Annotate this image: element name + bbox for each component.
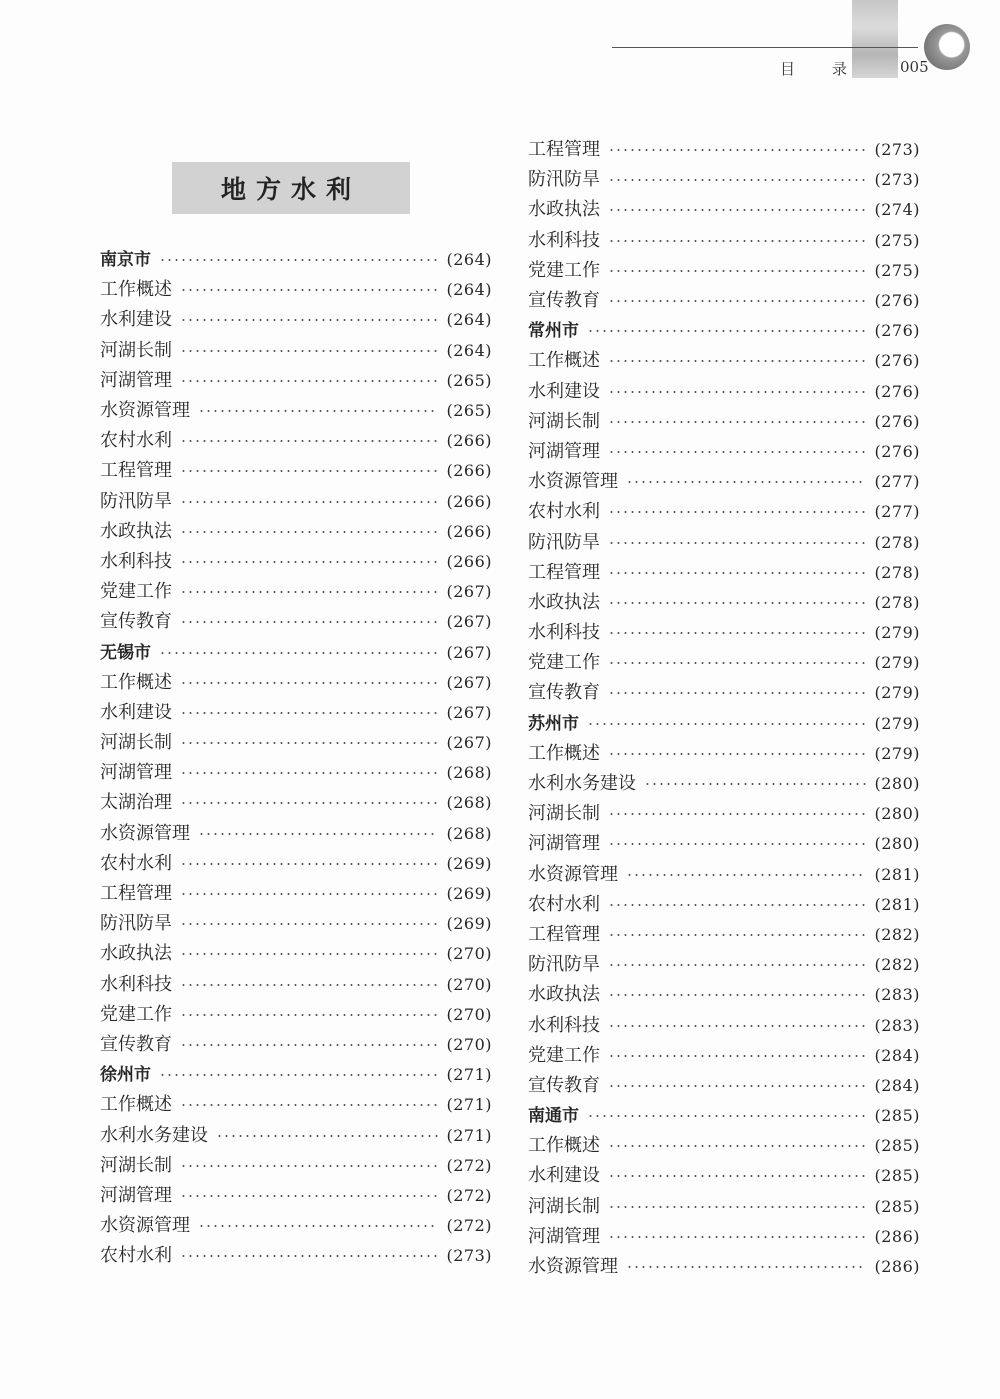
toc-entry-page: (284) <box>874 1075 920 1095</box>
toc-entry[interactable] <box>100 426 492 456</box>
toc-entry[interactable] <box>528 1041 920 1071</box>
toc-entry-page: (272) <box>446 1185 492 1205</box>
toc-entry[interactable] <box>100 577 492 607</box>
dot-leader <box>608 1236 866 1238</box>
toc-entry-label: 水利科技 <box>528 1014 600 1036</box>
dot-leader <box>180 742 438 744</box>
toc-entry-page: (279) <box>874 683 920 703</box>
toc-entry-label: 水政执法 <box>528 591 600 613</box>
toc-entry-page: (281) <box>874 864 920 884</box>
toc-entry-page: (282) <box>874 955 920 975</box>
toc-entry-page: (269) <box>446 853 492 873</box>
toc-entry[interactable] <box>100 970 492 1000</box>
dot-leader <box>180 772 438 774</box>
toc-entry-page: (286) <box>874 1226 920 1246</box>
toc-entry-label: 宣传教育 <box>528 1074 600 1096</box>
toc-entry[interactable] <box>528 165 920 195</box>
toc-entry-page: (267) <box>446 702 492 722</box>
toc-entry-label: 水利科技 <box>100 550 172 572</box>
toc-entry-label: 水资源管理 <box>528 863 618 885</box>
toc-entry-page: (277) <box>874 502 920 522</box>
dot-leader <box>587 330 866 332</box>
toc-entry-page: (268) <box>446 823 492 843</box>
toc-entry-page: (275) <box>874 260 920 280</box>
toc-entry-label: 水利建设 <box>528 1165 600 1187</box>
toc-entry-page: (272) <box>446 1216 492 1236</box>
toc-entry-page: (267) <box>446 642 492 662</box>
toc-entry-page: (283) <box>874 985 920 1005</box>
toc-entry[interactable] <box>528 1192 920 1222</box>
toc-city-entry[interactable] <box>528 709 920 739</box>
toc-entry-page: (266) <box>446 431 492 451</box>
toc-entry-page: (273) <box>874 170 920 190</box>
toc-entry-label: 工程管理 <box>528 561 600 583</box>
dot-leader <box>608 542 866 544</box>
dot-leader <box>180 591 438 593</box>
page-number: 005 <box>900 58 929 76</box>
toc-entry-page: (285) <box>874 1166 920 1186</box>
toc-entry[interactable] <box>100 517 492 547</box>
toc-entry[interactable] <box>100 939 492 969</box>
toc-entry[interactable] <box>100 849 492 879</box>
toc-entry-page: (266) <box>446 491 492 511</box>
toc-entry-label: 工作概述 <box>100 1094 172 1116</box>
dot-leader <box>644 783 866 785</box>
dot-leader <box>159 259 438 261</box>
toc-entry-label: 党建工作 <box>100 581 172 603</box>
toc-entry-label: 徐州市 <box>100 1065 151 1086</box>
toc-entry-label: 工程管理 <box>528 139 600 161</box>
dot-leader <box>159 1074 438 1076</box>
toc-entry-label: 党建工作 <box>528 652 600 674</box>
dot-leader <box>587 1115 866 1117</box>
toc-entry-label: 农村水利 <box>100 852 172 874</box>
toc-entry[interactable] <box>528 256 920 286</box>
toc-entry-label: 太湖治理 <box>100 792 172 814</box>
toc-entry-page: (279) <box>874 623 920 643</box>
dot-leader <box>180 350 438 352</box>
toc-entry[interactable] <box>528 829 920 859</box>
toc-entry[interactable] <box>100 1090 492 1120</box>
toc-entry[interactable] <box>100 1181 492 1211</box>
dot-leader <box>608 692 866 694</box>
toc-entry-page: (271) <box>446 1095 492 1115</box>
dot-leader <box>608 391 866 393</box>
dot-leader <box>608 813 866 815</box>
toc-entry-label: 水利科技 <box>528 622 600 644</box>
toc-entry-label: 水利建设 <box>100 701 172 723</box>
dot-leader <box>608 1085 866 1087</box>
toc-entry-label: 防汛防旱 <box>100 913 172 935</box>
toc-entry[interactable] <box>528 799 920 829</box>
dot-leader <box>608 934 866 936</box>
toc-entry[interactable] <box>100 1000 492 1030</box>
toc-entry-page: (264) <box>446 340 492 360</box>
toc-entry-page: (284) <box>874 1045 920 1065</box>
toc-entry-label: 党建工作 <box>528 1044 600 1066</box>
toc-entry-label: 河湖长制 <box>100 1154 172 1176</box>
toc-entry[interactable] <box>528 286 920 316</box>
toc-entry-label: 防汛防旱 <box>528 531 600 553</box>
toc-entry[interactable] <box>528 226 920 256</box>
toc-entry-label: 河湖管理 <box>528 1225 600 1247</box>
dot-leader <box>626 481 866 483</box>
dot-leader <box>180 863 438 865</box>
toc-entry-label: 防汛防旱 <box>100 490 172 512</box>
toc-entry-label: 工作概述 <box>528 350 600 372</box>
toc-city-entry[interactable] <box>100 637 492 667</box>
toc-entry-page: (271) <box>446 1065 492 1085</box>
toc-entry-label: 党建工作 <box>100 1003 172 1025</box>
toc-entry-label: 工作概述 <box>528 742 600 764</box>
toc-entry-page: (270) <box>446 1004 492 1024</box>
toc-entry[interactable] <box>100 366 492 396</box>
toc-entry[interactable] <box>100 396 492 426</box>
toc-entry-label: 河湖管理 <box>528 440 600 462</box>
toc-entry-page: (276) <box>874 291 920 311</box>
toc-entry-label: 宣传教育 <box>100 611 172 633</box>
toc-entry-label: 河湖管理 <box>100 369 172 391</box>
dot-leader <box>180 1014 438 1016</box>
dot-leader <box>608 451 866 453</box>
toc-entry-label: 水资源管理 <box>528 471 618 493</box>
toc-entry-label: 河湖管理 <box>528 833 600 855</box>
dot-leader <box>608 632 866 634</box>
toc-entry[interactable] <box>100 547 492 577</box>
dot-leader <box>180 319 438 321</box>
toc-entry-label: 工作概述 <box>528 1135 600 1157</box>
toc-entry[interactable] <box>528 890 920 920</box>
dot-leader <box>608 360 866 362</box>
toc-entry[interactable] <box>100 305 492 335</box>
toc-entry-page: (274) <box>874 200 920 220</box>
dot-leader <box>180 953 438 955</box>
toc-entry-page: (267) <box>446 733 492 753</box>
toc-entry[interactable] <box>528 1161 920 1191</box>
toc-entry[interactable] <box>528 558 920 588</box>
toc-entry[interactable] <box>100 728 492 758</box>
toc-entry-page: (273) <box>446 1246 492 1266</box>
toc-entry[interactable] <box>528 437 920 467</box>
dot-leader <box>626 1266 866 1268</box>
toc-entry[interactable] <box>100 1030 492 1060</box>
toc-entry-page: (279) <box>874 713 920 733</box>
toc-entry-page: (265) <box>446 401 492 421</box>
dot-leader <box>608 1145 866 1147</box>
toc-entry[interactable] <box>100 1120 492 1150</box>
dot-leader <box>180 470 438 472</box>
toc-entry-label: 水政执法 <box>100 520 172 542</box>
toc-entry[interactable] <box>528 1222 920 1252</box>
toc-entry-page: (276) <box>874 411 920 431</box>
dot-leader <box>608 240 866 242</box>
toc-entry-page: (270) <box>446 1034 492 1054</box>
toc-entry-label: 防汛防旱 <box>528 954 600 976</box>
toc-entry-page: (278) <box>874 592 920 612</box>
toc-entry[interactable] <box>100 698 492 728</box>
toc-entry[interactable] <box>100 607 492 637</box>
dot-leader <box>608 994 866 996</box>
dot-leader <box>180 893 438 895</box>
dot-leader <box>587 723 866 725</box>
toc-entry-page: (285) <box>874 1196 920 1216</box>
toc-entry-page: (268) <box>446 763 492 783</box>
toc-entry-page: (276) <box>874 441 920 461</box>
toc-entry[interactable] <box>528 1010 920 1040</box>
dot-leader <box>608 209 866 211</box>
toc-entry-label: 宣传教育 <box>528 290 600 312</box>
dot-leader <box>198 410 438 412</box>
toc-entry-label: 河湖管理 <box>100 1184 172 1206</box>
dot-leader <box>180 1165 438 1167</box>
toc-entry[interactable] <box>100 819 492 849</box>
dot-leader <box>608 149 866 151</box>
dot-leader <box>608 662 866 664</box>
toc-entry-label: 宣传教育 <box>100 1033 172 1055</box>
toc-entry-label: 南通市 <box>528 1106 579 1127</box>
dot-leader <box>198 833 438 835</box>
dot-leader <box>608 511 866 513</box>
dot-leader <box>180 440 438 442</box>
toc-entry[interactable] <box>528 588 920 618</box>
dot-leader <box>608 1055 866 1057</box>
toc-entry-label: 水利科技 <box>528 229 600 251</box>
toc-entry-page: (267) <box>446 612 492 632</box>
dot-leader <box>608 1025 866 1027</box>
dot-leader <box>608 904 866 906</box>
toc-entry-label: 党建工作 <box>528 259 600 281</box>
toc-entry-label: 宣传教育 <box>528 682 600 704</box>
toc-entry[interactable] <box>528 497 920 527</box>
dot-leader <box>608 1175 866 1177</box>
dot-leader <box>180 712 438 714</box>
toc-entry[interactable] <box>528 648 920 678</box>
toc-right-column <box>528 135 920 1282</box>
toc-entry-label: 河湖长制 <box>100 732 172 754</box>
toc-entry[interactable] <box>100 336 492 366</box>
toc-entry[interactable] <box>528 527 920 557</box>
dot-leader <box>608 572 866 574</box>
toc-entry-page: (273) <box>874 140 920 160</box>
toc-entry-page: (267) <box>446 582 492 602</box>
toc-entry-page: (276) <box>874 321 920 341</box>
dot-leader <box>180 1044 438 1046</box>
toc-entry-page: (270) <box>446 974 492 994</box>
toc-entry-label: 水利水务建设 <box>100 1124 208 1146</box>
dot-leader <box>608 602 866 604</box>
toc-entry-page: (286) <box>874 1257 920 1277</box>
toc-entry[interactable] <box>528 407 920 437</box>
toc-entry[interactable] <box>528 950 920 980</box>
toc-entry-label: 水资源管理 <box>100 1215 190 1237</box>
toc-entry[interactable] <box>528 467 920 497</box>
dot-leader <box>180 802 438 804</box>
toc-entry-page: (281) <box>874 894 920 914</box>
toc-entry[interactable] <box>528 920 920 950</box>
toc-entry[interactable] <box>528 769 920 799</box>
dot-leader <box>608 753 866 755</box>
toc-entry-page: (277) <box>874 472 920 492</box>
dot-leader <box>180 923 438 925</box>
toc-entry[interactable] <box>100 1211 492 1241</box>
dot-leader <box>159 652 438 654</box>
toc-entry-label: 水资源管理 <box>100 400 190 422</box>
toc-entry[interactable] <box>100 909 492 939</box>
toc-entry[interactable] <box>100 456 492 486</box>
toc-entry-page: (270) <box>446 944 492 964</box>
dot-leader <box>608 964 866 966</box>
toc-entry-label: 水资源管理 <box>100 822 190 844</box>
section-title: 地方水利 <box>172 162 410 214</box>
dot-leader <box>198 1225 438 1227</box>
toc-entry-page: (272) <box>446 1155 492 1175</box>
toc-entry-page: (278) <box>874 532 920 552</box>
toc-entry-page: (282) <box>874 924 920 944</box>
dot-leader <box>180 1104 438 1106</box>
toc-entry-label: 农村水利 <box>100 430 172 452</box>
toc-entry[interactable] <box>528 1252 920 1282</box>
toc-entry[interactable] <box>100 668 492 698</box>
dot-leader <box>216 1135 438 1137</box>
toc-entry[interactable] <box>528 195 920 225</box>
toc-entry-page: (279) <box>874 743 920 763</box>
running-head-char-1: 目 <box>780 60 796 78</box>
toc-entry-page: (266) <box>446 551 492 571</box>
toc-entry-page: (276) <box>874 381 920 401</box>
toc-entry-page: (265) <box>446 370 492 390</box>
toc-entry[interactable] <box>528 739 920 769</box>
toc-entry[interactable] <box>528 1071 920 1101</box>
dot-leader <box>608 843 866 845</box>
toc-entry-page: (266) <box>446 521 492 541</box>
toc-entry-page: (279) <box>874 653 920 673</box>
dot-leader <box>608 270 866 272</box>
toc-entry-label: 南京市 <box>100 250 151 271</box>
toc-entry-label: 工作概述 <box>100 279 172 301</box>
toc-entry[interactable] <box>100 879 492 909</box>
toc-entry-page: (266) <box>446 461 492 481</box>
toc-entry-page: (283) <box>874 1015 920 1035</box>
toc-entry-label: 工程管理 <box>100 883 172 905</box>
dot-leader <box>608 179 866 181</box>
toc-entry-label: 工程管理 <box>528 923 600 945</box>
toc-entry-label: 水利科技 <box>100 973 172 995</box>
dot-leader <box>180 984 438 986</box>
dot-leader <box>180 561 438 563</box>
toc-entry[interactable] <box>528 980 920 1010</box>
toc-entry[interactable] <box>528 860 920 890</box>
toc-entry-page: (269) <box>446 914 492 934</box>
toc-entry[interactable] <box>100 487 492 517</box>
toc-entry-page: (271) <box>446 1125 492 1145</box>
toc-entry-page: (276) <box>874 351 920 371</box>
toc-left-column <box>100 245 492 1271</box>
toc-entry-label: 水利水务建设 <box>528 773 636 795</box>
toc-entry[interactable] <box>100 758 492 788</box>
toc-city-entry[interactable] <box>100 245 492 275</box>
toc-entry[interactable] <box>100 275 492 305</box>
toc-entry-page: (285) <box>874 1106 920 1126</box>
toc-city-entry[interactable] <box>528 1101 920 1131</box>
dot-leader <box>180 380 438 382</box>
toc-entry-label: 河湖长制 <box>528 410 600 432</box>
running-head-char-2: 录 <box>832 60 848 78</box>
header-circle-ornament <box>924 24 970 70</box>
toc-entry-label: 水利建设 <box>528 380 600 402</box>
toc-entry-page: (278) <box>874 562 920 582</box>
toc-entry-page: (275) <box>874 230 920 250</box>
toc-entry-label: 河湖长制 <box>100 339 172 361</box>
toc-entry[interactable] <box>528 377 920 407</box>
toc-entry[interactable] <box>100 1241 492 1271</box>
toc-entry-label: 水政执法 <box>528 199 600 221</box>
dot-leader <box>608 1206 866 1208</box>
toc-entry-label: 农村水利 <box>100 1245 172 1267</box>
toc-entry-label: 河湖长制 <box>528 1195 600 1217</box>
toc-entry-label: 防汛防旱 <box>528 169 600 191</box>
toc-entry-page: (264) <box>446 280 492 300</box>
header-decoration <box>852 0 898 78</box>
dot-leader <box>180 531 438 533</box>
toc-entry-page: (268) <box>446 793 492 813</box>
toc-entry-label: 农村水利 <box>528 893 600 915</box>
dot-leader <box>180 621 438 623</box>
toc-entry[interactable] <box>528 678 920 708</box>
toc-entry-label: 水政执法 <box>100 943 172 965</box>
dot-leader <box>608 421 866 423</box>
toc-entry-label: 常州市 <box>528 321 579 342</box>
toc-entry-label: 工程管理 <box>100 460 172 482</box>
toc-entry[interactable] <box>528 1131 920 1161</box>
toc-entry-label: 水资源管理 <box>528 1256 618 1278</box>
toc-entry[interactable] <box>528 135 920 165</box>
header-rule <box>612 47 918 48</box>
toc-entry-page: (264) <box>446 250 492 270</box>
toc-entry-label: 河湖长制 <box>528 803 600 825</box>
dot-leader <box>180 682 438 684</box>
dot-leader <box>180 1255 438 1257</box>
toc-entry-page: (285) <box>874 1136 920 1156</box>
toc-city-entry[interactable] <box>528 316 920 346</box>
toc-entry-label: 工作概述 <box>100 671 172 693</box>
dot-leader <box>180 501 438 503</box>
toc-entry[interactable] <box>528 346 920 376</box>
toc-entry[interactable] <box>100 788 492 818</box>
dot-leader <box>180 289 438 291</box>
toc-entry-page: (269) <box>446 884 492 904</box>
toc-entry-page: (280) <box>874 804 920 824</box>
dot-leader <box>180 1195 438 1197</box>
toc-entry-page: (280) <box>874 834 920 854</box>
toc-entry-label: 无锡市 <box>100 642 151 663</box>
toc-entry[interactable] <box>528 618 920 648</box>
toc-city-entry[interactable] <box>100 1060 492 1090</box>
toc-entry-page: (264) <box>446 310 492 330</box>
dot-leader <box>626 874 866 876</box>
toc-entry[interactable] <box>100 1151 492 1181</box>
toc-entry-label: 水政执法 <box>528 984 600 1006</box>
toc-entry-page: (267) <box>446 672 492 692</box>
toc-entry-label: 苏州市 <box>528 713 579 734</box>
toc-entry-label: 河湖管理 <box>100 762 172 784</box>
toc-entry-label: 水利建设 <box>100 309 172 331</box>
toc-entry-page: (280) <box>874 774 920 794</box>
dot-leader <box>608 300 866 302</box>
toc-entry-label: 农村水利 <box>528 501 600 523</box>
